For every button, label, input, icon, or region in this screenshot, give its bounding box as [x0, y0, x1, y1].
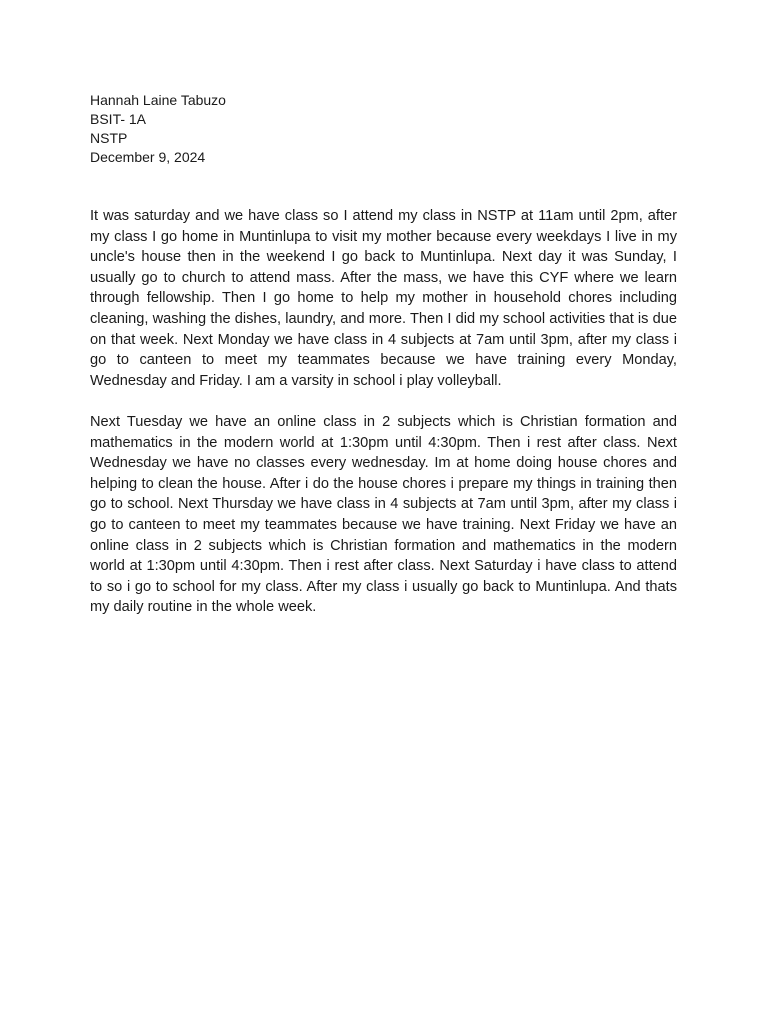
document-header — [90, 91, 490, 167]
author-name: Hannah Laine Tabuzo — [90, 92, 226, 108]
paragraph: It was saturday and we have class so I attend my class in NSTP at 11am until 2pm, after my class I go home in Muntinlupa to visit my mother because every weekdays I live in my uncle's house then in the weekend I go back to Muntinlupa. Next day it was Sunday, I usually go to church to attend mass. After the mass, we have this CYF where we learn through fellowship. Then I go home to help my mother in household chores including cleaning, washing the dishes, laundry, and more. Then I did my school activities that is due on that week. Next Monday we have class in 4 subjects at 7am until 3pm, after my class i go to canteen to meet my teammates because we have training every Monday, Wednesday and Friday. I am a varsity in school i play volleyball. — [90, 208, 677, 389]
document-body — [90, 206, 677, 638]
paragraph: Next Tuesday we have an online class in 2 subjects which is Christian formation and mathematics in the modern world at 1:30pm until 4:30pm. Then i rest after class. Next Wednesday we have no classes every wednesday. Im at home doing house chores and helping to clean the house. After i do the house chores i prepare my things in training then go to school. Next Thursday we have class in 4 subjects at 7am until 3pm, after my class i go to canteen to meet my teammates because we have training. Next Friday we have an online class in 2 subjects which is Christian formation and mathematics in the modern world at 1:30pm until 4:30pm. Then i rest after class. Next Saturday i have class to attend to so i go to school for my class. After my class i usually go back to Muntinlupa. And thats my daily routine in the whole week. — [90, 413, 677, 616]
course-name: NSTP — [90, 130, 128, 146]
author-section: BSIT- 1A — [90, 111, 147, 127]
document-date: December 9, 2024 — [90, 149, 206, 165]
